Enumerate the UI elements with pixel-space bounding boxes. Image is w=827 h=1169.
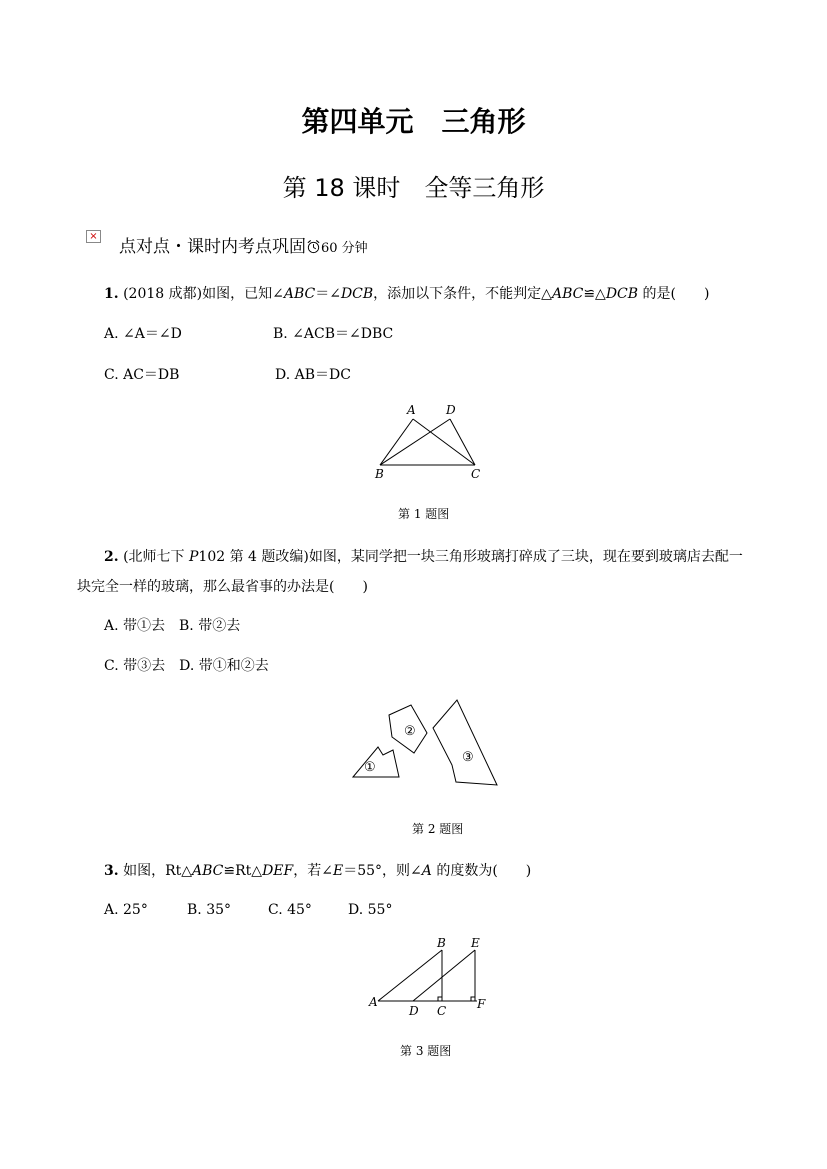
- label-c: C: [437, 1004, 447, 1018]
- q1-option-d: D. AB＝DC: [275, 367, 351, 383]
- q1-text: ＝∠: [315, 286, 341, 302]
- q2-text: 如图，某同学把一块三角形玻璃打碎成了三块，现在要到玻璃店去配一: [308, 549, 743, 565]
- label-a: A: [407, 403, 416, 417]
- q2-options-cd: C. 带③去 D. 带①和②去: [104, 658, 269, 674]
- alarm-clock-icon: [306, 239, 321, 254]
- q3-figure: [365, 935, 495, 1020]
- segment-bd: [380, 419, 450, 465]
- glass-piece-3: [433, 700, 497, 785]
- q3-var: E: [332, 863, 344, 879]
- right-angle-f: [471, 997, 475, 1001]
- unit-title: 第四单元 三角形: [301, 105, 526, 138]
- label-b: B: [375, 467, 384, 481]
- q1-var: ABC: [283, 286, 316, 302]
- q1-var: ABC: [551, 286, 584, 302]
- segment-ab: [378, 950, 442, 1001]
- q1-number: 1.: [104, 286, 119, 302]
- q1-text: ≌△: [583, 286, 606, 302]
- q1-text: 的是( ): [638, 286, 710, 302]
- question-3: [104, 860, 531, 880]
- q1-option-b: B. ∠ACB＝∠DBC: [273, 326, 394, 342]
- q3-option-b: B. 35°: [187, 902, 232, 918]
- q1-var: DCB: [605, 286, 639, 302]
- q3-var: A: [421, 863, 432, 879]
- q3-text: 如图，Rt△: [118, 863, 193, 879]
- q1-figure: [370, 400, 490, 482]
- segment-de: [413, 950, 475, 1001]
- q1-var: DCB: [340, 286, 374, 302]
- q2-source: P: [189, 549, 199, 565]
- label-b: B: [437, 936, 446, 950]
- q1-caption: 第 1 题图: [398, 507, 450, 521]
- label-a: A: [369, 995, 378, 1009]
- right-angle-c: [438, 997, 442, 1001]
- q2-source: 102 第 4 题改编): [198, 549, 309, 565]
- piece-3-label: ③: [462, 750, 474, 765]
- segment-ab: [380, 419, 413, 465]
- q3-caption: 第 3 题图: [400, 1044, 452, 1058]
- section-title: 点对点・课时内考点巩固: [119, 237, 306, 257]
- question-1: [104, 283, 709, 303]
- segment-dc: [450, 419, 475, 465]
- glass-piece-1: [353, 747, 399, 777]
- q1-option-a: A. ∠A＝∠D: [104, 326, 182, 342]
- q3-var: DEF: [262, 863, 294, 879]
- label-c: C: [471, 467, 481, 481]
- q1-option-c: C. AC＝DB: [104, 367, 180, 383]
- segment-ac: [413, 419, 475, 465]
- q3-text: ＝55°，则∠: [343, 863, 422, 879]
- q2-figure: [345, 695, 505, 790]
- q1-text: 如图，已知∠: [202, 286, 284, 302]
- q3-option-a: A. 25°: [104, 902, 148, 918]
- section-time: 60 分钟: [321, 241, 368, 256]
- q2-options-ab: A. 带①去 B. 带②去: [104, 618, 241, 634]
- q3-option-d: D. 55°: [348, 902, 393, 918]
- lesson-title: 第 18 课时 全等三角形: [282, 174, 545, 202]
- q3-text: 的度数为( ): [431, 863, 532, 879]
- label-d: D: [446, 403, 456, 417]
- q3-text: ≌Rt△: [223, 863, 263, 879]
- label-e: E: [471, 936, 480, 950]
- question-2-line2: 块完全一样的玻璃，那么最省事的办法是( ): [77, 579, 368, 595]
- q3-var: ABC: [192, 863, 224, 879]
- broken-image-icon: ×: [86, 230, 101, 243]
- q3-number: 3.: [104, 863, 119, 879]
- label-f: F: [477, 997, 486, 1011]
- q3-option-c: C. 45°: [268, 902, 312, 918]
- q2-source: (北师七下: [123, 549, 189, 565]
- section-header: [86, 232, 368, 257]
- piece-1-label: ①: [364, 760, 376, 775]
- q1-text: ，添加以下条件，不能判定△: [373, 286, 552, 302]
- q2-caption: 第 2 题图: [412, 822, 464, 836]
- q3-text: ，若∠: [293, 863, 333, 879]
- q2-number: 2.: [104, 549, 119, 565]
- question-2-line1: [104, 546, 743, 566]
- label-d: D: [409, 1004, 419, 1018]
- piece-2-label: ②: [404, 724, 416, 739]
- q1-source: (2018 成都): [123, 286, 203, 302]
